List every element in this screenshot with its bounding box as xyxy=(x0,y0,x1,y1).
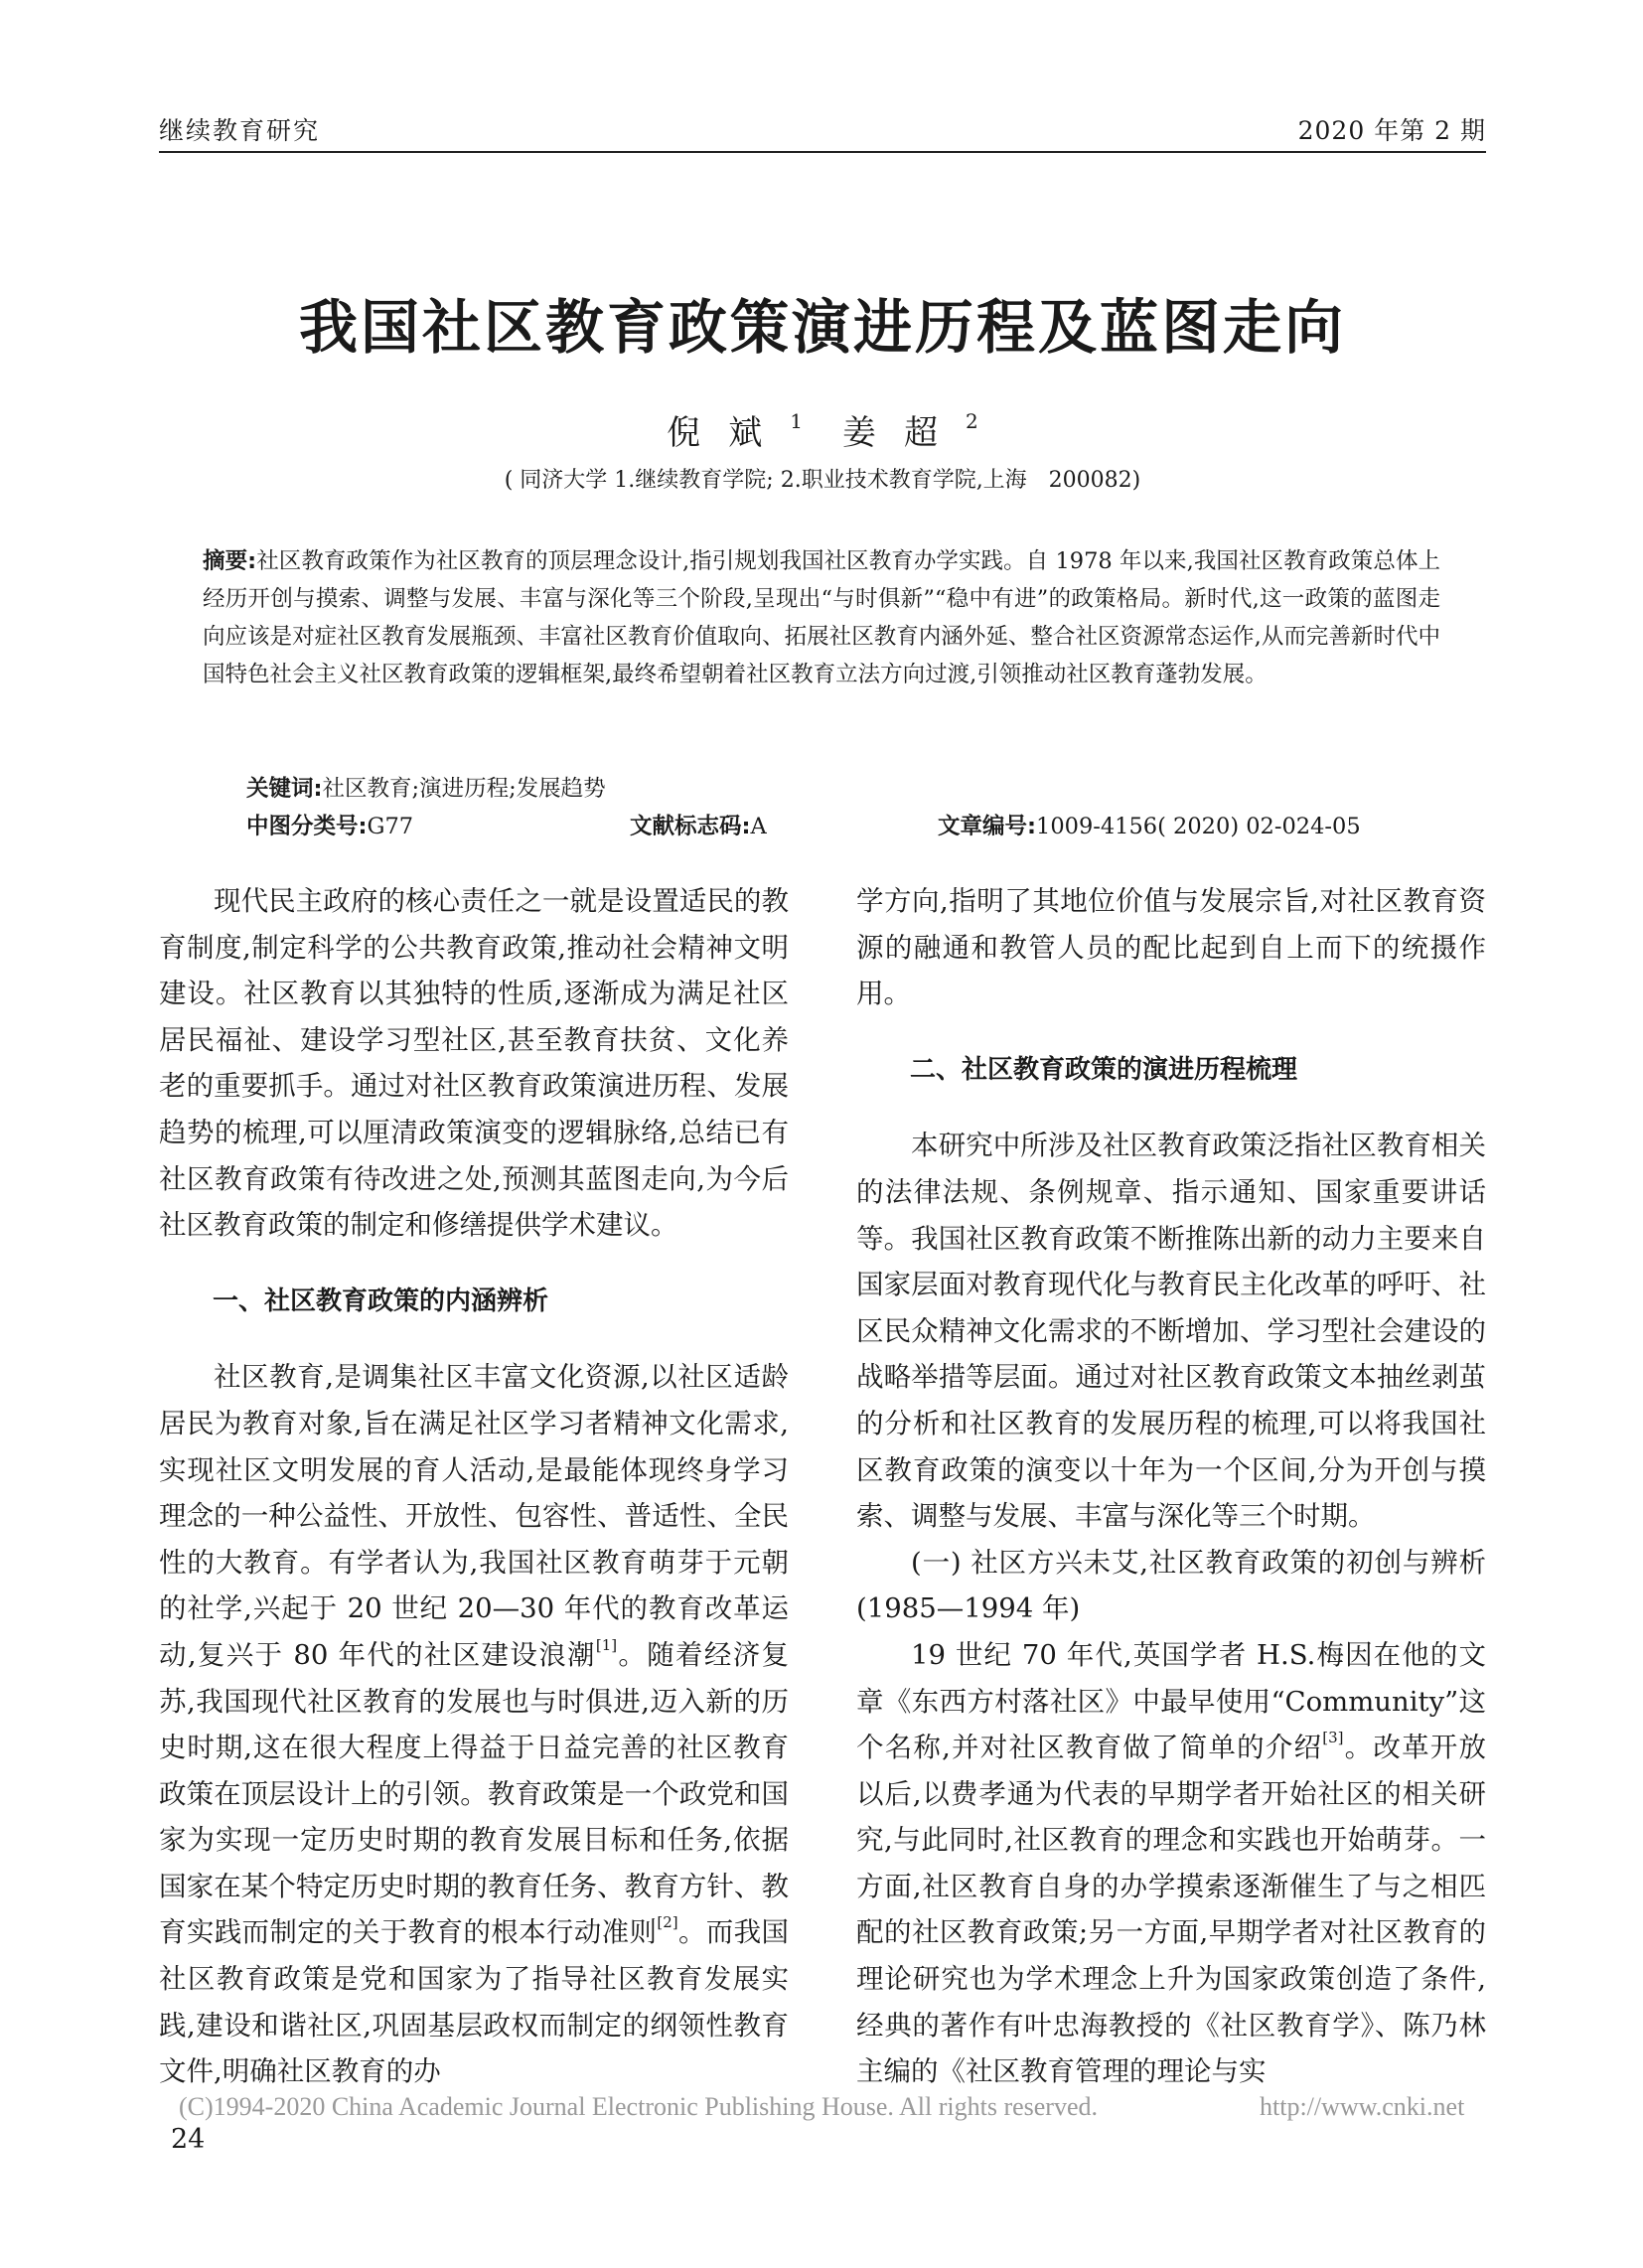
document-code-value: A xyxy=(750,814,767,839)
journal-name: 继续教育研究 xyxy=(159,116,321,145)
body-column-right xyxy=(856,878,1486,2095)
paragraph-text: 。而我国社区教育政策是党和国家为了指导社区教育发展实践,建设和谐社区,巩固基层政权而制定的纲领性教育文件,明确社区教育的办 xyxy=(159,1916,790,2088)
subsection-heading-1: (一) 社区方兴未艾,社区教育政策的初创与辨析(1985—1994 年) xyxy=(856,1546,1486,1625)
paragraph-text: 社区教育,是调集社区丰富文化资源,以社区适龄居民为教育对象,旨在满足社区学习者精神文化需求,实现社区文明发展的育人活动,是最能体现终身学习理念的一种公益性、开放性、包容性、普适性、全民性的大教育。有学者认为,我国社区教育萌芽于元朝的社学,兴起于 20 世纪 20—30 年代的教育改革运动,复兴于 80 年代的社区建设浪潮 xyxy=(159,1361,789,1671)
keywords-text: 社区教育;演进历程;发展趋势 xyxy=(322,776,606,802)
affiliation: ( 同济大学 1.继续教育学院; 2.职业技术教育学院,上海 200082) xyxy=(504,468,1141,493)
classification-number xyxy=(246,809,413,840)
citation-ref-3: [3] xyxy=(1322,1729,1344,1747)
document-code-label: 文献标志码: xyxy=(630,814,751,839)
citation-ref-2: [2] xyxy=(657,1913,678,1932)
author-list xyxy=(159,405,1486,454)
header-divider xyxy=(159,151,1486,153)
classification-value: G77 xyxy=(367,814,414,839)
paragraph-text: 。改革开放以后,以费孝通为代表的早期学者开始社区的相关研究,与此同时,社区教育的理念和实践也开始萌芽。一方面,社区教育自身的办学摸索逐渐催生了与之相匹配的社区教育政策;另一方面,早期学者对社区教育的理论研究也为学术理念上升为国家政策创造了条件,经典的著作有叶忠海教授的《社区教育学》、陈乃林主编的《社区教育管理的理论与实 xyxy=(856,1732,1486,2088)
body-paragraph xyxy=(159,1354,789,2095)
citation-ref-1: [1] xyxy=(595,1635,618,1654)
abstract xyxy=(203,542,1440,693)
author-name-1: 倪斌 xyxy=(667,413,791,453)
article-number-value: 1009-4156( 2020) 02-024-05 xyxy=(1036,814,1361,839)
copyright-watermark: (C)1994-2020 China Academic Journal Electronic Publishing House. All rights reserved. xyxy=(179,2092,1098,2121)
abstract-label: 摘要: xyxy=(203,548,257,574)
continued-paragraph: 学方向,指明了其地位价值与发展宗旨,对社区教育资源的融通和教管人员的配比起到自上而下的统摄作用。 xyxy=(856,885,1486,1010)
article-title: 我国社区教育政策演进历程及蓝图走向 xyxy=(298,293,1346,362)
keywords xyxy=(246,771,606,803)
page-number: 24 xyxy=(171,2124,206,2155)
issue-number: 2020 年第 2 期 xyxy=(1297,116,1486,145)
article-number-label: 文章编号: xyxy=(938,814,1036,839)
body-column-left xyxy=(159,878,789,2095)
author-affil-mark-2: 2 xyxy=(966,409,978,433)
intro-paragraph: 现代民主政府的核心责任之一就是设置适民的教育制度,制定科学的公共教育政策,推动社会精神文明建设。社区教育以其独特的性质,逐渐成为满足社区居民福祉、建设学习型社区,甚至教育扶贫、文化养老的重要抓手。通过对社区教育政策演进历程、发展趋势的梳理,可以厘清政策演变的逻辑脉络,总结已有社区教育政策有待改进之处,预测其蓝图走向,为今后社区教育政策的制定和修缮提供学术建议。 xyxy=(159,885,789,1242)
article-number xyxy=(938,809,1361,840)
paragraph-text: 。随着经济复苏,我国现代社区教育的发展也与时俱进,迈入新的历史时期,这在很大程度上得益于日益完善的社区教育政策在顶层设计上的引领。教育政策是一个政党和国家为实现一定历史时期的教育发展目标和任务,依据国家在某个特定历史时期的教育任务、教育方针、教育实践而制定的关于教育的根本行动准则 xyxy=(159,1638,790,1949)
section-heading-1: 一、社区教育政策的内涵辨析 xyxy=(213,1285,549,1316)
document-code xyxy=(630,809,767,840)
keywords-label: 关键词: xyxy=(246,776,323,802)
section-heading-2: 二、社区教育政策的演进历程梳理 xyxy=(910,1054,1298,1085)
cnki-link[interactable]: http://www.cnki.net xyxy=(1260,2092,1465,2121)
paragraph-text: 19 世纪 70 年代,英国学者 H.S.梅因在他的文章《东西方村落社区》中最早使用“Community”这个名称,并对社区教育做了简单的介绍 xyxy=(856,1638,1486,1764)
abstract-text: 社区教育政策作为社区教育的顶层理念设计,指引规划我国社区教育办学实践。自 1978 年以来,我国社区教育政策总体上经历开创与摸索、调整与发展、丰富与深化等三个阶段,呈现出“与时俱新”“稳中有进”的政策格局。新时代,这一政策的蓝图走向应该是对症社区教育发展瓶颈、丰富社区教育价值取向、拓展社区教育内涵外延、整合社区资源常态运作,从而完善新时代中国特色社会主义社区教育政策的逻辑框架,最终希望朝着社区教育立法方向过渡,引领推动社区教育蓬勃发展。 xyxy=(203,548,1441,687)
body-paragraph xyxy=(856,1632,1486,2095)
classification-label: 中图分类号: xyxy=(246,814,368,839)
author-affil-mark-1: 1 xyxy=(790,409,803,433)
body-paragraph: 本研究中所涉及社区教育政策泛指社区教育相关的法律法规、条例规章、指示通知、国家重要讲话等。我国社区教育政策不断推陈出新的动力主要来自国家层面对教育现代化与教育民主化改革的呼吁、社区民众精神文化需求的不断增加、学习型社会建设的战略举措等层面。通过对社区教育政策文本抽丝剥茧的分析和社区教育的发展历程的梳理,可以将我国社区教育政策的演变以十年为一个区间,分为开创与摸索、调整与发展、丰富与深化等三个时期。 xyxy=(856,1130,1486,1533)
author-name-2: 姜超 xyxy=(842,413,966,453)
